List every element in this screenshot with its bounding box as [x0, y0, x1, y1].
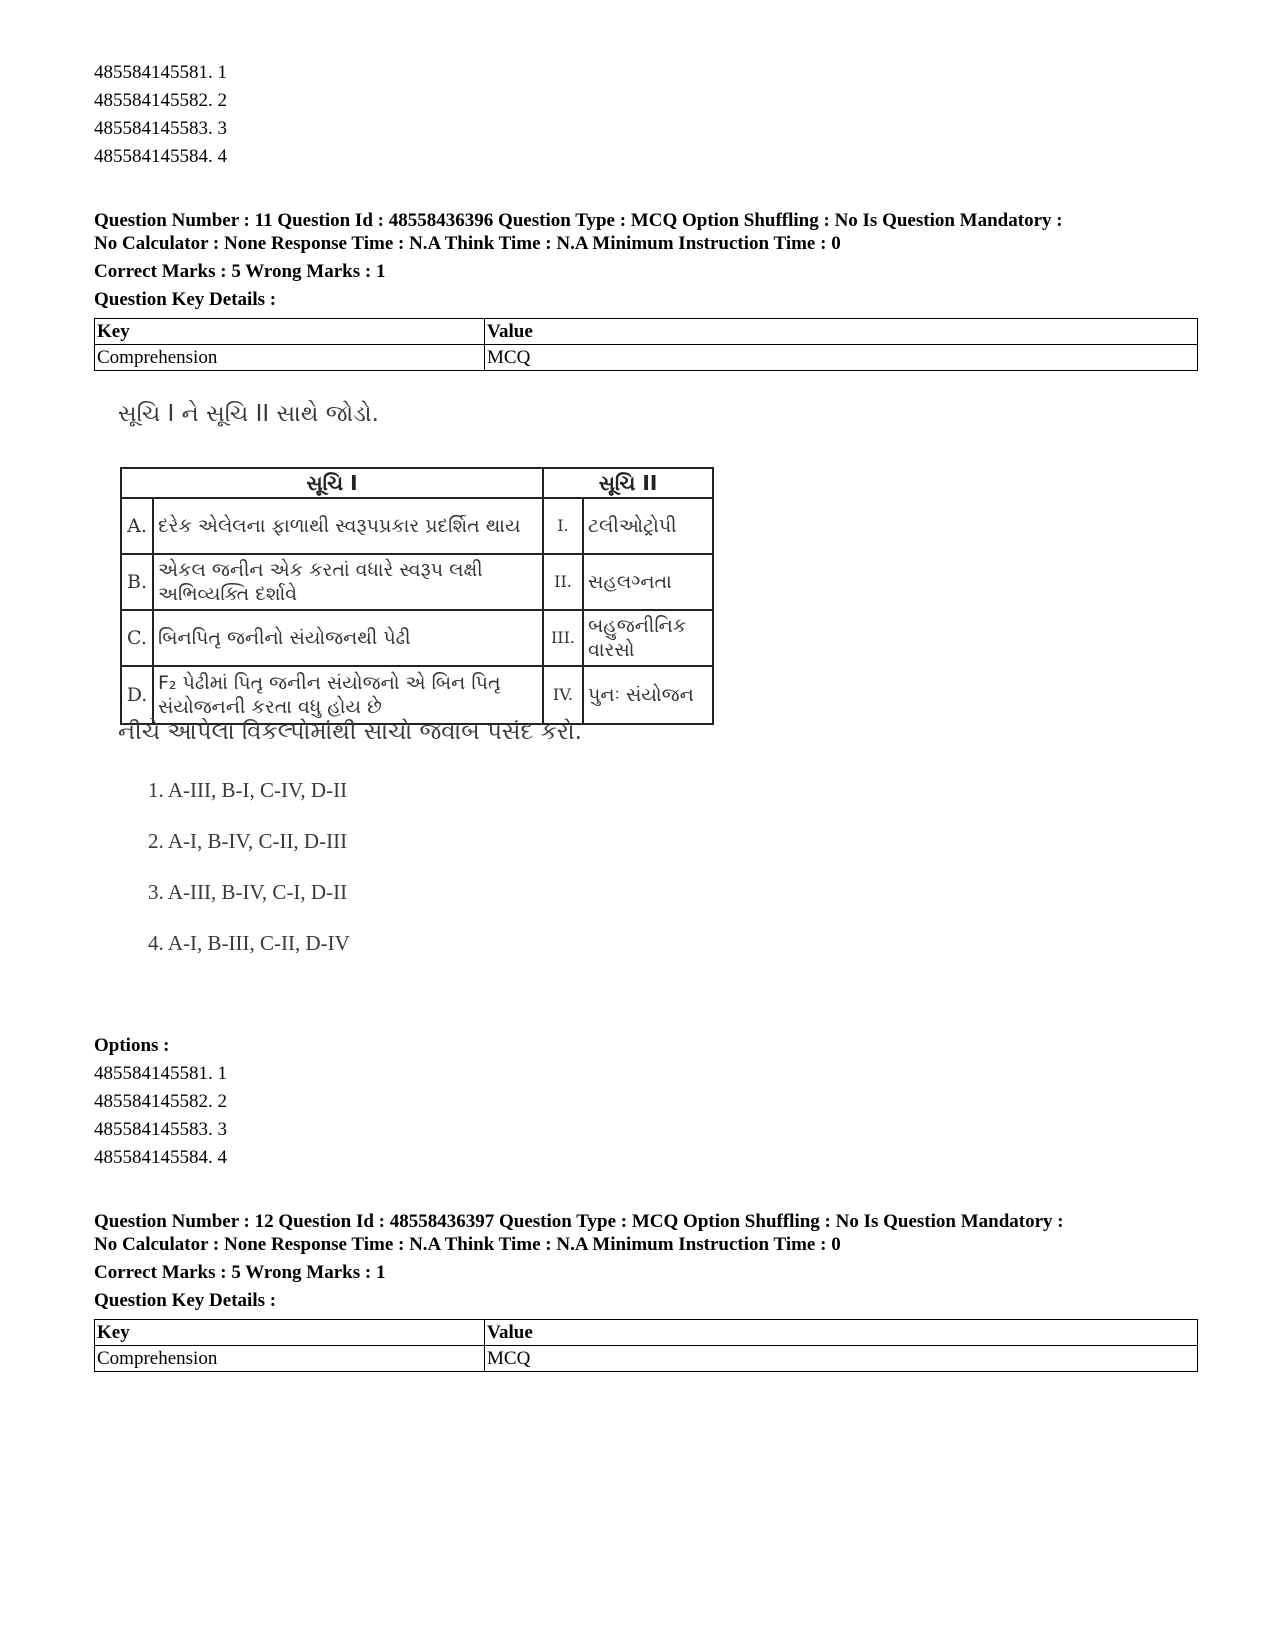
answer-choice: 2. A-I, B-IV, C-II, D-III: [148, 829, 348, 853]
match-table: [120, 467, 714, 725]
match-header-row: [121, 468, 713, 498]
table-cell-key: Comprehension: [95, 1346, 485, 1372]
match-row: [121, 610, 713, 666]
option-line: 485584145584. 4: [94, 146, 227, 167]
match-row: [121, 554, 713, 610]
question-key-table: [94, 1319, 1198, 1372]
question-meta-line1: Question Number : 12 Question Id : 48558436397 Question Type : MCQ Option Shuffling : No Is Question Mandatory :: [94, 1211, 1064, 1232]
row-match: સહલગ્નતા: [583, 554, 713, 610]
row-number: III.: [543, 610, 583, 666]
option-line: 485584145582. 2: [94, 90, 227, 111]
table-header-key: Key: [95, 319, 485, 345]
row-text: એકલ જનીન એક કરતાં વધારે સ્વરૂપ લક્ષી અભિવ્યક્તિ દર્શાવે: [153, 554, 543, 610]
question-image: [110, 401, 730, 1025]
row-number: II.: [543, 554, 583, 610]
table-row: [95, 345, 1198, 371]
key-details-label: Question Key Details :: [94, 289, 277, 310]
answer-choice: 3. A-III, B-IV, C-I, D-II: [148, 880, 348, 904]
table-header-key: Key: [95, 1320, 485, 1346]
question-marks: Correct Marks : 5 Wrong Marks : 1: [94, 1262, 386, 1283]
table-cell-key: Comprehension: [95, 345, 485, 371]
option-line: 485584145584. 4: [94, 1147, 227, 1168]
list1-header: સૂચિ I: [121, 468, 543, 498]
question-marks: Correct Marks : 5 Wrong Marks : 1: [94, 261, 386, 282]
question-meta-line1: Question Number : 11 Question Id : 48558436396 Question Type : MCQ Option Shuffling : No Is Question Mandatory :: [94, 210, 1063, 231]
row-letter: A.: [121, 498, 153, 554]
table-header-value: Value: [485, 319, 1198, 345]
match-row: [121, 498, 713, 554]
row-text: બિનપિતૃ જનીનો સંયોજનથી પેઢી: [153, 610, 543, 666]
options-label: Options :: [94, 1035, 170, 1056]
table-cell-value: MCQ: [485, 1346, 1198, 1372]
row-letter: B.: [121, 554, 153, 610]
question-instruction: સૂચિ I ને સૂચિ II સાથે જોડો.: [118, 401, 379, 427]
option-line: 485584145582. 2: [94, 1091, 227, 1112]
option-line: 485584145583. 3: [94, 118, 227, 139]
row-number: I.: [543, 498, 583, 554]
table-header-row: [95, 1320, 1198, 1346]
answer-choice: 4. A-I, B-III, C-II, D-IV: [148, 931, 350, 955]
row-match: ટલીઓટ્રોપી: [583, 498, 713, 554]
table-header-row: [95, 319, 1198, 345]
question-prompt: નીચે આપેલા વિકલ્પોમાંથી સાચો જવાબ પસંદ કરો.: [118, 719, 582, 745]
option-line: 485584145581. 1: [94, 62, 227, 83]
question-meta-line2: No Calculator : None Response Time : N.A Think Time : N.A Minimum Instruction Time : 0: [94, 233, 841, 254]
table-header-value: Value: [485, 1320, 1198, 1346]
row-text: F₂ પેઢીમાં પિતૃ જનીન સંયોજનો એ બિન પિતૃ સંયોજનની કરતા વધુ હોય છે: [153, 666, 543, 724]
list2-header: સૂચિ II: [543, 468, 713, 498]
row-text: દરેક એલેલના ફાળાથી સ્વરૂપપ્રકાર પ્રદર્શિત થાય: [153, 498, 543, 554]
row-letter: C.: [121, 610, 153, 666]
answer-choice: 1. A-III, B-I, C-IV, D-II: [148, 778, 348, 802]
row-match: બહુજનીનિક વારસો: [583, 610, 713, 666]
match-row: [121, 666, 713, 724]
table-cell-value: MCQ: [485, 345, 1198, 371]
key-details-label: Question Key Details :: [94, 1290, 277, 1311]
question-key-table: [94, 318, 1198, 371]
row-match: પુનઃ સંયોજન: [583, 666, 713, 724]
option-line: 485584145581. 1: [94, 1063, 227, 1084]
option-line: 485584145583. 3: [94, 1119, 227, 1140]
question-meta-line2: No Calculator : None Response Time : N.A Think Time : N.A Minimum Instruction Time : 0: [94, 1234, 841, 1255]
row-number: IV.: [543, 666, 583, 724]
row-letter: D.: [121, 666, 153, 724]
table-row: [95, 1346, 1198, 1372]
